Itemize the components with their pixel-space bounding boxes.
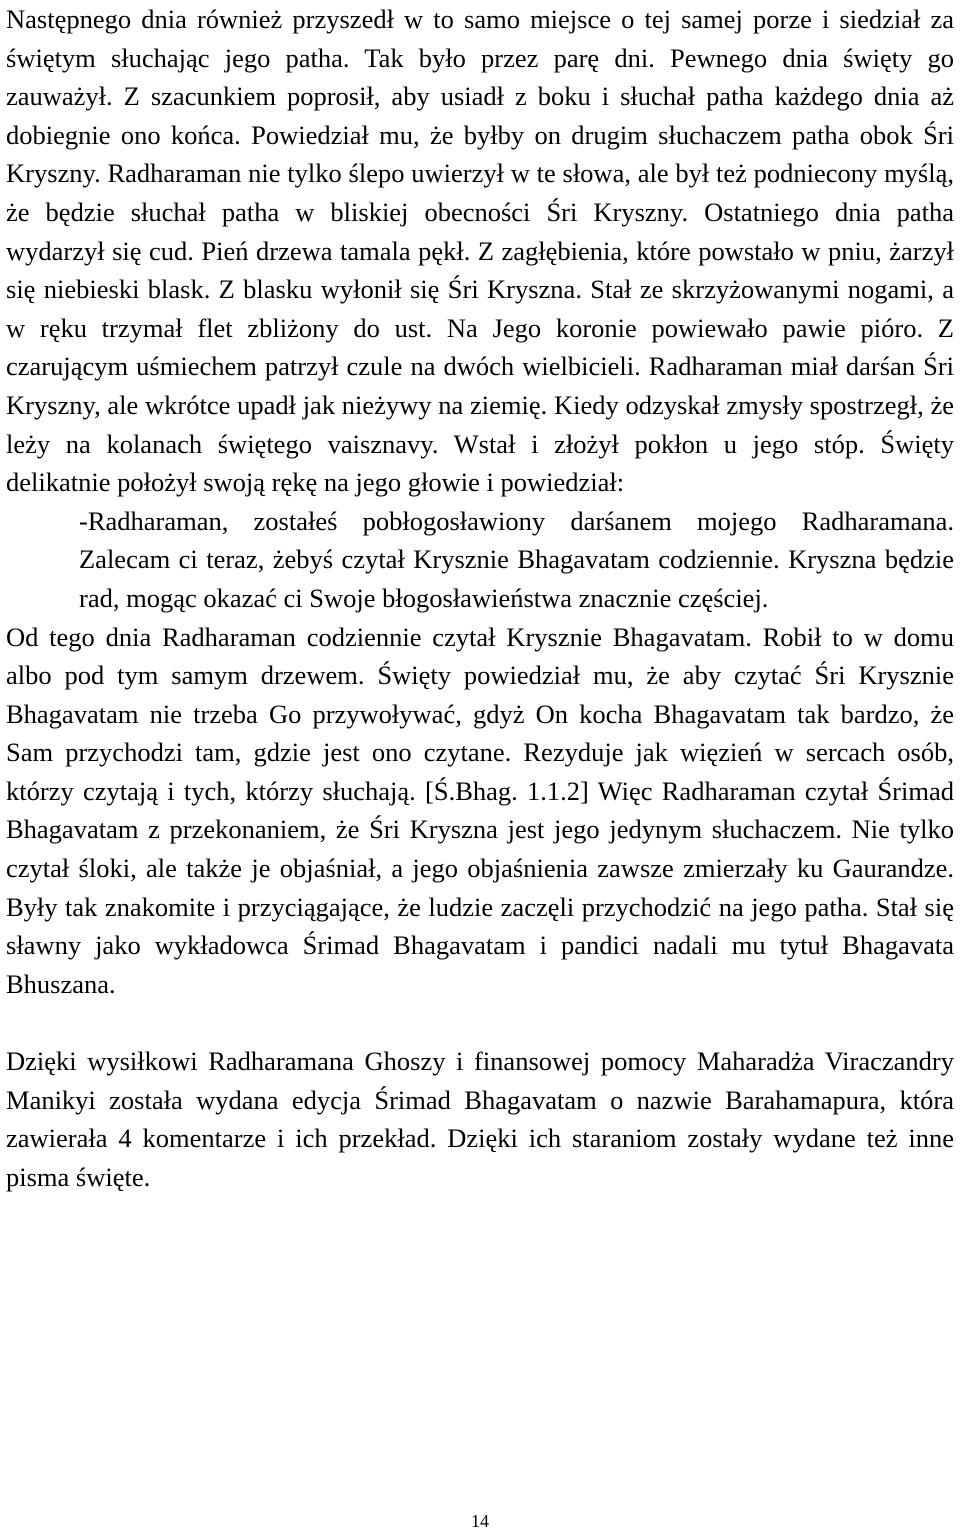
paragraph-edition: Dzięki wysiłkowi Radharamana Ghoszy i finansowej pomocy Maharadża Viraczandry Manikyi została wydana edycja Śrimad Bhagavatam o nazwie Barahamapura, która zawierała 4 komentarze i ich przekład. Dzięki ich staraniom zostały wydane też inne pisma święte. bbox=[6, 1046, 954, 1192]
paragraph-story: Następnego dnia również przyszedł w to samo miejsce o tej samej porze i siedział za świętym słuchając jego patha. Tak było przez parę dni. Pewnego dnia święty go zauważył. Z szacunkiem poprosił, aby usiadł z boku i słuchał patha każdego dnia aż dobiegnie ono końca. Powiedział mu, że byłby on drugim słuchaczem patha obok Śri Kryszny. Radharaman nie tylko ślepo uwierzył w te słowa, ale był też podniecony myślą, że będzie słuchał patha w bliskiej obecności Śri Kryszny. Ostatniego dnia patha wydarzył się cud. Pień drzewa tamala pękł. Z zagłębienia, które powstało w pniu, żarzył się niebieski blask. Z blasku wyłonił się Śri Kryszna. Stał ze skrzyżowanymi nogami, a w ręku trzymał flet zbliżony do ust. Na Jego koronie powiewało pawie pióro. Z czarującym uśmiechem patrzył czule na dwóch wielbicieli. Radharaman miał darśan Śri Kryszny, ale wkrótce upadł jak nieżywy na ziemię. Kiedy odzyskał zmysły spostrzegł, że leży na kolanach świętego vaisznavy. Wstał i złożył pokłon u jego stóp. Święty delikatnie położył swoją rękę na jego głowie i powiedział: bbox=[6, 4, 954, 498]
paragraph-saint-speech: -Radharaman, zostałeś pobłogosławiony darśanem mojego Radharamana. Zalecam ci teraz, żebyś czytał Krysznie Bhagavatam codziennie. Kryszna będzie rad, mogąc okazać ci Swoje błogosławieństwa znacznie częściej. bbox=[79, 505, 954, 613]
paragraph-daily-reading: Od tego dnia Radharaman codziennie czytał Krysznie Bhagavatam. Robił to w domu albo pod tym samym drzewem. Święty powiedział mu, że aby czytać Śri Krysznie Bhagavatam nie trzeba Go przywoływać, gdyż On kocha Bhagavatam tak bardzo, że Sam przychodzi tam, gdzie jest ono czytane. Rezyduje jak więzień w sercach osób, którzy czytają i tych, którzy słuchają. [Ś.Bhag. 1.1.2] Więc Radharaman czytał Śrimad Bhagavatam z przekonaniem, że Śri Kryszna jest jego jedynym słuchaczem. Nie tylko czytał śloki, ale także je objaśniał, a jego objaśnienia zawsze zmierzały ku Gaurandze. Były tak znakomite i przyciągające, że ludzie zaczęli przychodzić na jego patha. Stał się sławny jako wykładowca Śrimad Bhagavatam i pandici nadali mu tytuł Bhagavata Bhuszana. bbox=[6, 621, 954, 999]
paragraph-spacer bbox=[6, 1003, 954, 1042]
document-page bbox=[6, 0, 954, 1196]
page-number: 14 bbox=[471, 1511, 489, 1531]
